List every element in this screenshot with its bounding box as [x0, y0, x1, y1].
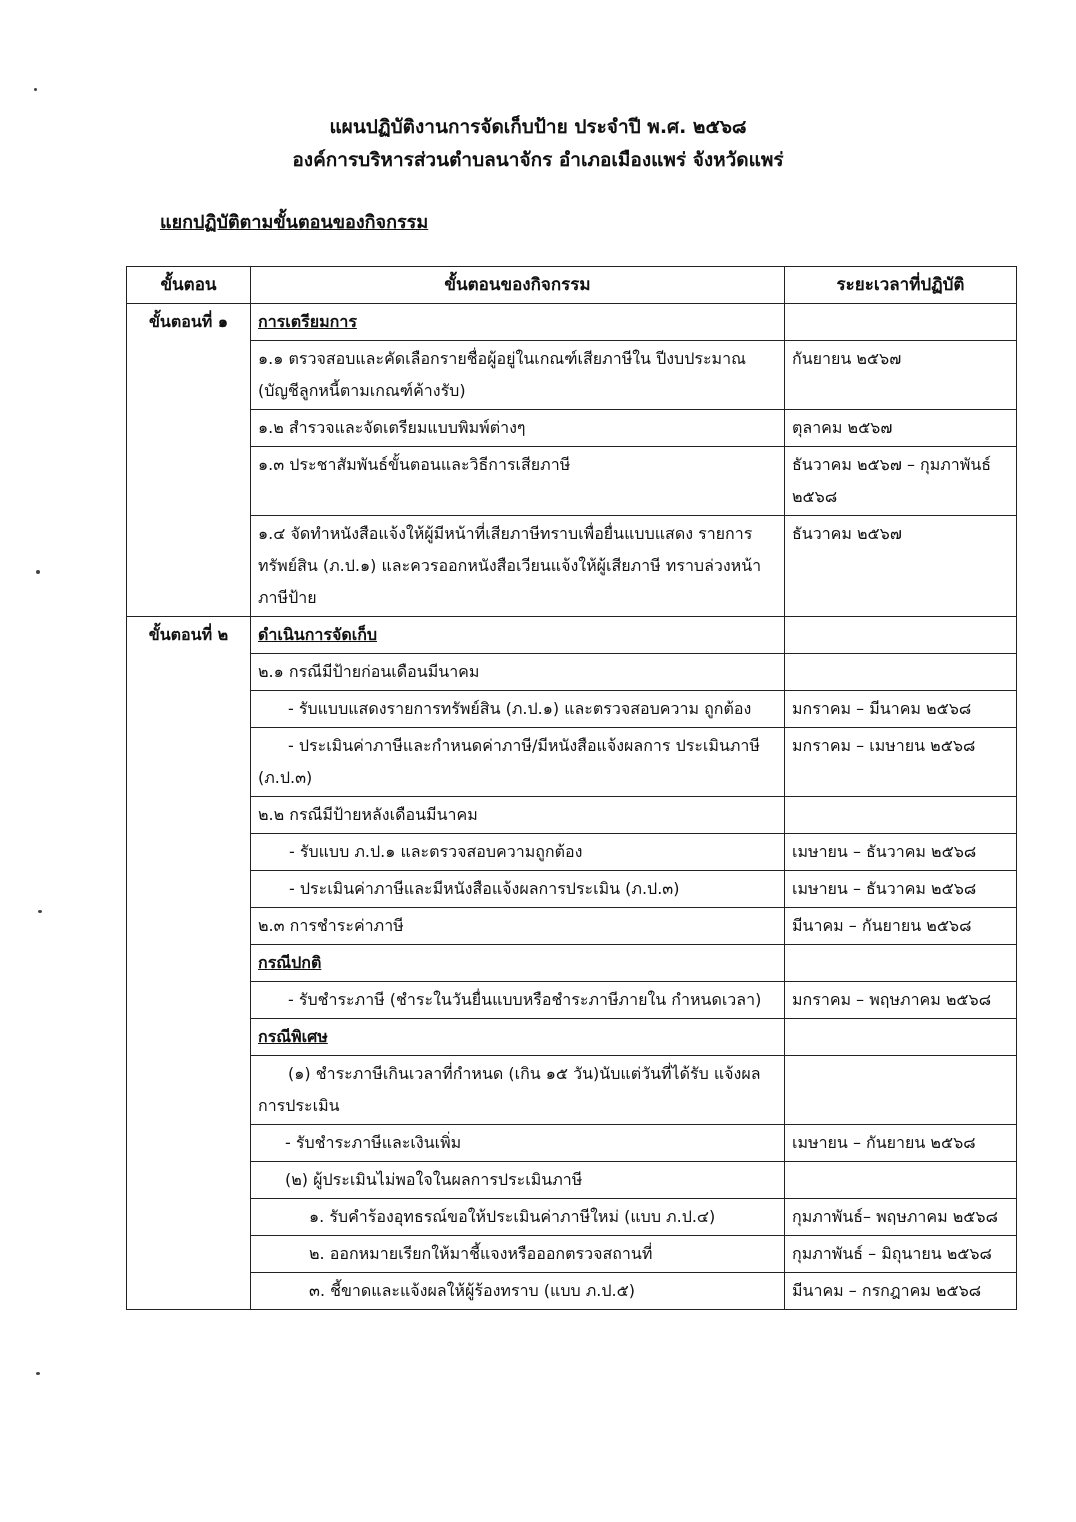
activity-cell: ๑.๔ จัดทำหนังสือแจ้งให้ผู้มีหน้าที่เสียภาษีทราบเพื่อยื่นแบบแสดง รายการทรัพย์สิน (ภ.ป.๑) และควรออกหนังสือเวียนแจ้งให้ผู้เสียภาษี ทราบล่วงหน้าภาษีป้าย [251, 516, 785, 617]
activity-cell: - รับชำระภาษี (ชำระในวันยื่นแบบหรือชำระภาษีภายใน กำหนดเวลา) [251, 982, 785, 1019]
table-row [127, 982, 1017, 1019]
activity-cell: - รับชำระภาษีและเงินเพิ่ม [251, 1125, 785, 1162]
activity-cell: ๑.๓ ประชาสัมพันธ์ขั้นตอนและวิธีการเสียภาษี [251, 447, 785, 516]
scan-speck [36, 1372, 40, 1375]
activity-cell: (๒) ผู้ประเมินไม่พอใจในผลการประเมินภาษี [251, 1162, 785, 1199]
table-row [127, 797, 1017, 834]
period-cell: เมษายน – ธันวาคม ๒๕๖๘ [785, 834, 1017, 871]
table-row [127, 908, 1017, 945]
table-row [127, 1019, 1017, 1056]
period-cell: มกราคม – เมษายน ๒๕๖๘ [785, 728, 1017, 797]
column-header-activity: ขั้นตอนของกิจกรรม [251, 267, 785, 304]
activity-cell: ๓. ชี้ขาดและแจ้งผลให้ผู้ร้องทราบ (แบบ ภ.ป.๕) [251, 1273, 785, 1310]
activity-cell: ๒.๑ กรณีมีป้ายก่อนเดือนมีนาคม [251, 654, 785, 691]
table-row [127, 410, 1017, 447]
table-row [127, 1056, 1017, 1125]
column-header-period: ระยะเวลาที่ปฏิบัติ [785, 267, 1017, 304]
period-cell: มกราคม – มีนาคม ๒๕๖๘ [785, 691, 1017, 728]
period-cell: ตุลาคม ๒๕๖๗ [785, 410, 1017, 447]
table-row [127, 1125, 1017, 1162]
step-label: ขั้นตอนที่ ๒ [127, 617, 251, 654]
period-cell: กันยายน ๒๕๖๗ [785, 341, 1017, 410]
activity-cell: - รับแบบ ภ.ป.๑ และตรวจสอบความถูกต้อง [251, 834, 785, 871]
activity-cell: ๒. ออกหมายเรียกให้มาชี้แจงหรือออกตรวจสถานที่ [251, 1236, 785, 1273]
document-subheader: องค์การบริหารส่วนตำบลนาจักร อำเภอเมืองแพร่ จังหวัดแพร่ [292, 149, 784, 171]
section-title: แยกปฏิบัติตามขั้นตอนของกิจกรรม [160, 212, 429, 233]
table-row [127, 871, 1017, 908]
table-row [127, 1273, 1017, 1310]
activity-cell: ๒.๓ การชำระค่าภาษี [251, 908, 785, 945]
table-row [127, 516, 1017, 617]
scan-speck [36, 570, 40, 574]
document-title: แผนปฏิบัติงานการจัดเก็บป้าย ประจำปี พ.ศ. ๒๕๖๘ [329, 116, 747, 138]
case-heading: กรณีพิเศษ [251, 1019, 785, 1056]
step-heading: การเตรียมการ [251, 304, 785, 341]
table-row [127, 1236, 1017, 1273]
step-heading: ดำเนินการจัดเก็บ [251, 617, 785, 654]
activity-cell: - ประเมินค่าภาษีและมีหนังสือแจ้งผลการประเมิน (ภ.ป.๓) [251, 871, 785, 908]
activity-cell: - รับแบบแสดงรายการทรัพย์สิน (ภ.ป.๑) และตรวจสอบความ ถูกต้อง [251, 691, 785, 728]
table-row [127, 447, 1017, 516]
period-cell: เมษายน – กันยายน ๒๕๖๘ [785, 1125, 1017, 1162]
column-header-step: ขั้นตอน [127, 267, 251, 304]
period-cell: ธันวาคม ๒๕๖๗ [785, 516, 1017, 617]
period-cell: เมษายน – ธันวาคม ๒๕๖๘ [785, 871, 1017, 908]
period-cell: มีนาคม – กันยายน ๒๕๖๘ [785, 908, 1017, 945]
step-label: ขั้นตอนที่ ๑ [127, 304, 251, 341]
activity-cell: ๑. รับคำร้องอุทธรณ์ขอให้ประเมินค่าภาษีใหม่ (แบบ ภ.ป.๔) [251, 1199, 785, 1236]
table-row [127, 691, 1017, 728]
table-row [127, 341, 1017, 410]
table-header-row [127, 267, 1017, 304]
period-cell: ธันวาคม ๒๕๖๗ – กุมภาพันธ์ ๒๕๖๘ [785, 447, 1017, 516]
activity-cell: (๑) ชำระภาษีเกินเวลาที่กำหนด (เกิน ๑๕ วัน)นับแต่วันที่ได้รับ แจ้งผลการประเมิน [251, 1056, 785, 1125]
scan-speck [38, 910, 42, 913]
table-row [127, 304, 1017, 341]
scan-speck [34, 88, 37, 91]
table-row [127, 728, 1017, 797]
period-cell: กุมภาพันธ์– พฤษภาคม ๒๕๖๘ [785, 1199, 1017, 1236]
period-cell: มกราคม – พฤษภาคม ๒๕๖๘ [785, 982, 1017, 1019]
table-row [127, 945, 1017, 982]
period-cell: มีนาคม – กรกฎาคม ๒๕๖๘ [785, 1273, 1017, 1310]
table-row [127, 834, 1017, 871]
table-row [127, 1162, 1017, 1199]
activity-cell: - ประเมินค่าภาษีและกำหนดค่าภาษี/มีหนังสือแจ้งผลการ ประเมินภาษี (ภ.ป.๓) [251, 728, 785, 797]
activity-cell: ๒.๒ กรณีมีป้ายหลังเดือนมีนาคม [251, 797, 785, 834]
table-row [127, 654, 1017, 691]
activity-table [126, 266, 1017, 1310]
activity-cell: ๑.๒ สำรวจและจัดเตรียมแบบพิมพ์ต่างๆ [251, 410, 785, 447]
period-cell: กุมภาพันธ์ – มิถุนายน ๒๕๖๘ [785, 1236, 1017, 1273]
case-heading: กรณีปกติ [251, 945, 785, 982]
table-row [127, 617, 1017, 654]
table-row [127, 1199, 1017, 1236]
activity-cell: ๑.๑ ตรวจสอบและคัดเลือกรายชื่อผู้อยู่ในเกณฑ์เสียภาษีใน ปีงบประมาณ (บัญชีลูกหนี้ตามเกณฑ์ค้างรับ) [251, 341, 785, 410]
